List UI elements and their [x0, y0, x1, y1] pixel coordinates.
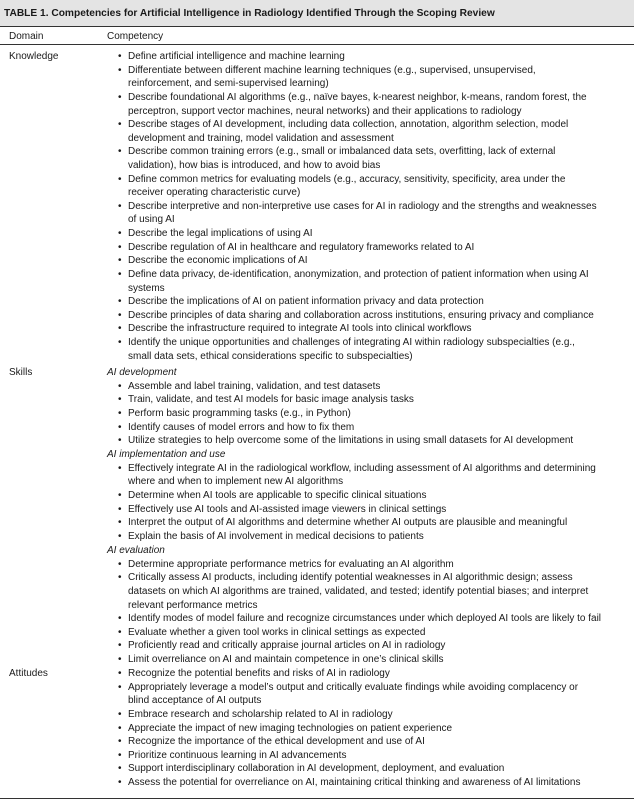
subhead-ai-implementation: AI implementation and use — [107, 449, 226, 460]
competency-item: • Appropriately leverage a model’s output and critically evaluate findings while avoiding complacency or — [118, 682, 578, 694]
competency-item: • Describe the legal implications of using AI — [118, 228, 313, 240]
competency-item: • Support interdisciplinary collaboration in AI development, deployment, and evaluation — [118, 763, 504, 775]
table-caption: TABLE 1. Competencies for Artificial Intelligence in Radiology Identified Through the Scoping Review — [0, 0, 634, 26]
competency-item: • Limit overreliance on AI and maintain competence in one’s clinical skills — [118, 654, 444, 666]
competency-item: • Recognize the importance of the ethical development and use of AI — [118, 736, 425, 748]
header-rule — [0, 44, 634, 45]
competency-item: • Train, validate, and test AI models for basic image analysis tasks — [118, 394, 414, 406]
competency-item-continuation: blind acceptance of AI outputs — [128, 695, 262, 707]
competency-item: • Explain the basis of AI involvement in medical decisions to patients — [118, 531, 424, 543]
competency-item: • Assess the potential for overreliance on AI, maintaining critical thinking and awareness of AI limitations — [118, 777, 580, 789]
competency-item: • Critically assess AI products, including identify potential weaknesses in AI algorithmic design; assess — [118, 572, 573, 584]
competency-item: • Embrace research and scholarship related to AI in radiology — [118, 709, 393, 721]
competency-item-continuation: systems — [128, 282, 165, 294]
competency-item: • Determine when AI tools are applicable to specific clinical situations — [118, 490, 427, 502]
competency-item-continuation: where and when to implement new AI algorithms — [128, 476, 344, 488]
competency-item: • Describe principles of data sharing and collaboration across institutions, ensuring privacy and compliance — [118, 310, 594, 322]
competency-item: • Effectively use AI tools and AI-assisted image viewers in clinical settings — [118, 504, 446, 516]
competency-item: • Proficiently read and critically appraise journal articles on AI in radiology — [118, 640, 445, 652]
competency-item-continuation: receiver operating characteristic curve) — [128, 187, 301, 199]
competency-item: • Identify the unique opportunities and challenges of integrating AI within radiology subspecialties (e.g., — [118, 337, 575, 349]
competency-item: • Differentiate between different machine learning techniques (e.g., supervised, unsupervised, — [118, 65, 536, 77]
competency-column-header: Competency — [107, 31, 164, 42]
competency-item: • Describe the economic implications of AI — [118, 255, 308, 267]
competency-item: • Recognize the potential benefits and risks of AI in radiology — [118, 668, 390, 680]
bottom-rule — [0, 798, 634, 799]
competency-item: • Interpret the output of AI algorithms and determine whether AI outputs are plausible and meaningful — [118, 517, 567, 529]
competency-item: • Describe regulation of AI in healthcare and regulatory frameworks related to AI — [118, 242, 474, 254]
competency-item: • Identify causes of model errors and how to fix them — [118, 422, 354, 434]
competency-item: • Describe common training errors (e.g., small or imbalanced data sets, overfitting, lack of external — [118, 146, 555, 158]
competency-item: • Effectively integrate AI in the radiological workflow, including assessment of AI algorithms and determining — [118, 463, 596, 475]
competency-item: • Describe the implications of AI on patient information privacy and data protection — [118, 296, 484, 308]
competency-item: • Define data privacy, de-identification, anonymization, and protection of patient information when using AI — [118, 269, 589, 281]
domain-column-header: Domain — [9, 31, 44, 42]
competency-item: • Describe foundational AI algorithms (e.g., naïve bayes, k-nearest neighbor, k-means, random forest, the — [118, 92, 587, 104]
competency-item-continuation: small data sets, ethical considerations specific to subspecialties) — [128, 350, 413, 362]
domain-knowledge: Knowledge — [9, 51, 59, 62]
competency-item-continuation: relevant performance metrics — [128, 599, 258, 611]
competency-item: • Appreciate the impact of new imaging technologies on patient experience — [118, 723, 452, 735]
top-rule — [0, 26, 634, 27]
competency-item-continuation: datasets on which AI algorithms are trained, validated, and tested; identify potential biases; and interpret — [128, 585, 589, 597]
competency-item: • Describe the infrastructure required to integrate AI tools into clinical workflows — [118, 323, 472, 335]
competency-item: • Assemble and label training, validation, and test datasets — [118, 381, 380, 393]
competency-item-continuation: of using AI — [128, 214, 175, 226]
domain-skills: Skills — [9, 367, 33, 378]
competency-item: • Describe interpretive and non-interpretive use cases for AI in radiology and the strengths and weaknesses — [118, 201, 597, 213]
competency-item-continuation: validation), how bias is introduced, and how to avoid bias — [128, 160, 381, 171]
competency-item-continuation: perceptron, support vector machines, neural networks) and their applications to radiology — [128, 105, 522, 117]
competency-item: • Utilize strategies to help overcome some of the limitations in using small datasets for AI development — [118, 435, 573, 447]
competency-item-continuation: reinforcement, and semi-supervised learning) — [128, 78, 329, 90]
competency-item: • Evaluate whether a given tool works in clinical settings as expected — [118, 627, 425, 639]
competency-item: • Define common metrics for evaluating models (e.g., accuracy, sensitivity, specificity, area under the — [118, 174, 565, 186]
competency-item: • Perform basic programming tasks (e.g., in Python) — [118, 408, 351, 420]
competency-item-continuation: development and training, model validation and assessment — [128, 132, 394, 144]
subhead-ai-evaluation: AI evaluation — [107, 545, 165, 556]
subhead-ai-development: AI development — [107, 367, 177, 378]
competency-item: • Determine appropriate performance metrics for evaluating an AI algorithm — [118, 559, 454, 571]
competency-item: • Define artificial intelligence and machine learning — [118, 51, 345, 63]
competency-item: • Identify modes of model failure and recognize circumstances under which deployed AI tools are likely to fail — [118, 613, 601, 625]
competency-item: • Describe stages of AI development, including data collection, annotation, algorithm selection, model — [118, 119, 568, 131]
competency-item: • Prioritize continuous learning in AI advancements — [118, 750, 346, 762]
domain-attitudes: Attitudes — [9, 668, 48, 679]
